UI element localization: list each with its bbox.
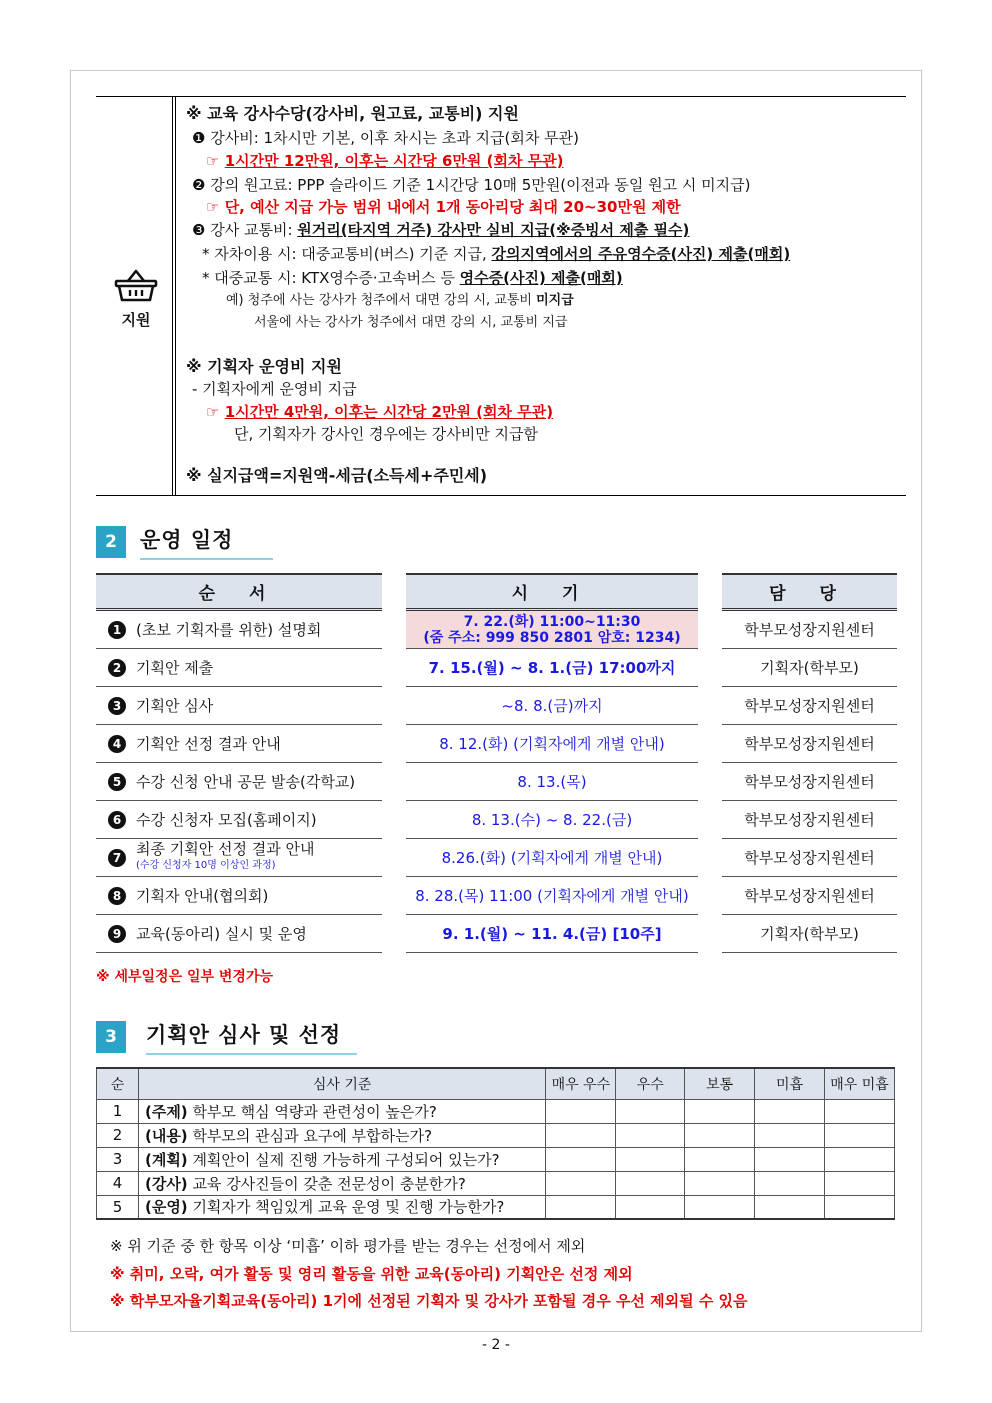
eval-header-poor: 미흡 (755, 1068, 825, 1099)
schedule-owner-6: 학부모성장지원센터 (722, 801, 897, 839)
eval-cell[interactable] (546, 1099, 616, 1123)
eval-cell[interactable] (755, 1147, 825, 1171)
schedule-when-5: 8. 13.(목) (406, 763, 698, 801)
schedule-when-8: 8. 28.(목) 11:00 (기획자에게 개별 안내) (406, 877, 698, 915)
support-line-7: * 자차이용 시: 대중교통비(버스) 기준 지급, 강의지역에서의 주유영수증(사진) 제출(매회) (202, 245, 791, 263)
eval-row-no: 5 (97, 1195, 139, 1219)
eval-cell[interactable] (685, 1123, 755, 1147)
eval-cell[interactable] (825, 1147, 895, 1171)
schedule-col-when (406, 573, 698, 953)
eval-cell[interactable] (616, 1171, 685, 1195)
schedule-when-1: 7. 22.(화) 11:00~11:30 (줌 주소: 999 850 2801 암호: 1234) (406, 611, 698, 649)
evaluation-header-row (97, 1068, 895, 1099)
section3-heading (96, 1019, 357, 1055)
schedule-when-6: 8. 13.(수) ~ 8. 22.(금) (406, 801, 698, 839)
schedule-step-9: 9 교육(동아리) 실시 및 운영 (96, 915, 382, 953)
schedule-owner-5: 학부모성장지원센터 (722, 763, 897, 801)
eval-note-3: ※ 학부모자율기획교육(동아리) 1기에 선정된 기획자 및 강사가 포함될 경우 우선 제외될 수 있음 (110, 1292, 748, 1310)
eval-cell[interactable] (685, 1147, 755, 1171)
support-content (176, 97, 906, 495)
support-line-10: 서울에 사는 강사가 청주에서 대면 강의 시, 교통비 지급 (254, 315, 568, 330)
schedule-when-2: 7. 15.(월) ~ 8. 1.(금) 17:00까지 (406, 649, 698, 687)
schedule-owner-3: 학부모성장지원센터 (722, 687, 897, 725)
section3-title: 기획안 심사 및 선정 (146, 1019, 357, 1055)
support-label-cell (96, 97, 176, 495)
support-box (96, 96, 906, 496)
eval-row-no: 3 (97, 1147, 139, 1171)
eval-cell[interactable] (685, 1195, 755, 1219)
section3-number: 3 (96, 1021, 126, 1053)
eval-cell[interactable] (825, 1099, 895, 1123)
support-line-3: ☞ 1시간만 12만원, 이후는 시간당 6만원 (회차 무관) (206, 152, 564, 170)
eval-row-no: 2 (97, 1123, 139, 1147)
schedule-when-7: 8.26.(화) (기획자에게 개별 안내) (406, 839, 698, 877)
eval-row-criteria: (내용) 학부모의 관심과 요구에 부합하는가? (138, 1123, 545, 1147)
support-line-15: ※ 실지급액=지원액-세금(소득세+주민세) (186, 466, 488, 485)
eval-cell[interactable] (616, 1123, 685, 1147)
eval-cell[interactable] (546, 1195, 616, 1219)
section2-heading (96, 524, 273, 560)
support-line-11: ※ 기획자 운영비 지원 (186, 357, 342, 376)
eval-header-excellent: 매우 우수 (546, 1068, 616, 1099)
table-row (97, 1099, 895, 1123)
eval-row-criteria: (주제) 학부모 핵심 역량과 관련성이 높은가? (138, 1099, 545, 1123)
eval-cell[interactable] (616, 1147, 685, 1171)
table-row (97, 1123, 895, 1147)
eval-cell[interactable] (546, 1147, 616, 1171)
schedule-step-7: 7 최종 기획안 선정 결과 안내 (수강 신청자 10명 이상인 과정) (96, 839, 382, 877)
schedule-step-3: 3 기획안 심사 (96, 687, 382, 725)
eval-note-1: ※ 위 기준 중 한 항목 이상 ‘미흡’ 이하 평가를 받는 경우는 선정에서 제외 (110, 1237, 586, 1255)
eval-note-2: ※ 취미, 오락, 여가 활동 및 영리 활동을 위한 교육(동아리) 기획안은 선정 제외 (110, 1265, 633, 1283)
eval-cell[interactable] (685, 1171, 755, 1195)
eval-header-criteria: 심사 기준 (138, 1068, 545, 1099)
eval-row-no: 4 (97, 1171, 139, 1195)
support-line-13: ☞ 1시간만 4만원, 이후는 시간당 2만원 (회차 무관) (206, 403, 554, 421)
schedule-step-2: 2 기획안 제출 (96, 649, 382, 687)
eval-cell[interactable] (546, 1123, 616, 1147)
eval-cell[interactable] (755, 1171, 825, 1195)
schedule-owner-8: 학부모성장지원센터 (722, 877, 897, 915)
eval-row-criteria: (계획) 계획안이 실제 진행 가능하게 구성되어 있는가? (138, 1147, 545, 1171)
support-line-1: ※ 교육 강사수당(강사비, 원고료, 교통비) 지원 (186, 104, 519, 123)
support-line-9: 예) 청주에 사는 강사가 청주에서 대면 강의 시, 교통비 미지급 (226, 293, 574, 308)
schedule-note: ※ 세부일정은 일부 변경가능 (96, 969, 273, 985)
eval-cell[interactable] (755, 1123, 825, 1147)
section2-number: 2 (96, 526, 126, 558)
schedule-owner-4: 학부모성장지원센터 (722, 725, 897, 763)
schedule-step-5: 5 수강 신청 안내 공문 발송(각학교) (96, 763, 382, 801)
eval-cell[interactable] (825, 1123, 895, 1147)
section2-title: 운영 일정 (140, 524, 273, 560)
support-line-6: ❸ 강사 교통비: 원거리(타지역 거주) 강사만 실비 지급(※증빙서 제출 필수) (192, 221, 690, 239)
eval-row-criteria: (운영) 기획자가 책임있게 교육 운영 및 진행 가능한가? (138, 1195, 545, 1219)
schedule-when-3: ~8. 8.(금)까지 (406, 687, 698, 725)
table-row (97, 1195, 895, 1219)
schedule-header-owner: 담 당 (722, 573, 897, 611)
support-label: 지원 (121, 311, 151, 329)
support-line-4: ❷ 강의 원고료: PPP 슬라이드 기준 1시간당 10매 5만원(이전과 동일 원고 시 미지급) (192, 176, 751, 194)
schedule-step-4: 4 기획안 선정 결과 안내 (96, 725, 382, 763)
eval-cell[interactable] (616, 1099, 685, 1123)
schedule-owner-7: 학부모성장지원센터 (722, 839, 897, 877)
schedule-when-4: 8. 12.(화) (기획자에게 개별 안내) (406, 725, 698, 763)
table-row (97, 1171, 895, 1195)
support-line-8: * 대중교통 시: KTX영수증·고속버스 등 영수증(사진) 제출(매회) (202, 269, 623, 287)
eval-header-no: 순 (97, 1068, 139, 1099)
support-line-12: - 기획자에게 운영비 지급 (192, 380, 357, 398)
support-line-14: 단, 기획자가 강사인 경우에는 강사비만 지급함 (234, 425, 538, 443)
schedule-when-9: 9. 1.(월) ~ 11. 4.(금) [10주] (406, 915, 698, 953)
eval-header-average: 보통 (685, 1068, 755, 1099)
eval-cell[interactable] (755, 1099, 825, 1123)
support-line-2: ❶ 강사비: 1차시만 기본, 이후 차시는 초과 지급(회차 무관) (192, 129, 579, 147)
eval-cell[interactable] (755, 1195, 825, 1219)
eval-row-no: 1 (97, 1099, 139, 1123)
eval-header-good: 우수 (616, 1068, 685, 1099)
schedule-owner-1: 학부모성장지원센터 (722, 611, 897, 649)
schedule-step-8: 8 기획자 안내(협의회) (96, 877, 382, 915)
table-row (97, 1147, 895, 1171)
schedule-owner-9: 기획자(학부모) (722, 915, 897, 953)
page-number: - 2 - (482, 1337, 510, 1353)
schedule-owner-2: 기획자(학부모) (722, 649, 897, 687)
schedule-step-1: 1 (초보 기획자를 위한) 설명회 (96, 611, 382, 649)
schedule-header-when: 시 기 (406, 573, 698, 611)
basket-icon (114, 269, 158, 303)
schedule-step-6: 6 수강 신청자 모집(홈페이지) (96, 801, 382, 839)
eval-cell[interactable] (825, 1195, 895, 1219)
eval-cell[interactable] (616, 1195, 685, 1219)
eval-header-very-poor: 매우 미흡 (825, 1068, 895, 1099)
eval-cell[interactable] (825, 1171, 895, 1195)
schedule-col-step (96, 573, 382, 953)
schedule-col-owner (722, 573, 897, 953)
schedule-header-step: 순 서 (96, 573, 382, 611)
eval-cell[interactable] (546, 1171, 616, 1195)
evaluation-table (96, 1067, 895, 1220)
support-line-5: ☞ 단, 예산 지급 가능 범위 내에서 1개 동아리당 최대 20~30만원 제한 (206, 198, 681, 216)
eval-cell[interactable] (685, 1099, 755, 1123)
eval-row-criteria: (강사) 교육 강사진들이 갖춘 전문성이 충분한가? (138, 1171, 545, 1195)
